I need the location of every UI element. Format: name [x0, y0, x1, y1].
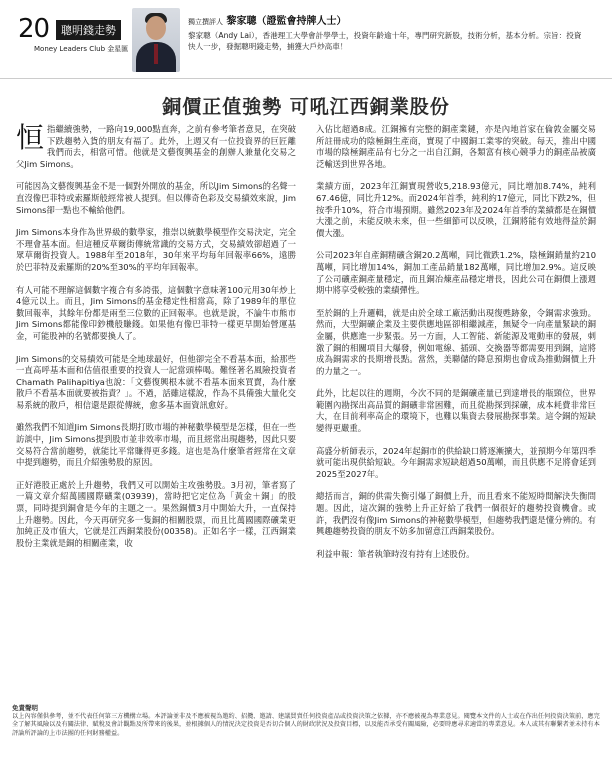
author-info: [188, 12, 588, 52]
paragraph-text: 雖然我們不知道Jim Simons長期打敗市場的神秘數學模型是怎樣，但在一些訪談中，Jim Simons提到股市並非效率市場，而且經常出現趨勢，因此只要交易符合當前趨勢，就能比平常賺得更多錢。這也是為什麼筆者經常在文章中提到趨勢，而且介紹強勢股的原因。: [16, 422, 296, 468]
author-portrait: [132, 8, 180, 72]
paragraph: [16, 422, 296, 468]
right-column: [316, 124, 596, 571]
column-number: 20: [18, 14, 50, 44]
paragraph: [316, 308, 596, 378]
paragraph-text: 入佔比超過8成。江銅擁有完整的銅產業鏈，亦是內地首家在倫敦金屬交易所註冊成功的陰極銅生產商，實現了中國銅工業零的突破。每天，推出中國市場的陰極銅產品有七分之一出自江銅，各類富有核心競爭力的銅產品被廣泛輸送到世界各地。: [316, 124, 596, 169]
column-header: [0, 0, 612, 80]
paragraph-text: 可能因為文藝復興基金不是一個對外開放的基金，所以Jim Simons的名聲一直沒像巴菲特或索羅斯般經常被人提到。但以傳奇色彩及交易績效來說，Jim Simons卻一點也不輸給他們。: [16, 181, 296, 215]
paragraph: [16, 480, 296, 550]
paragraph-text: 總括而言，銅的供需失衡引爆了銅價上升，而且看來不能短時間解決失衡問題。因此，這次銅的強勢上升正好給了我們一個很好的趨勢投資機會。或許，我們沒有像Jim Simons的神秘數學模型，但趨勢我們還是懂分辨的。有興趣趨勢投資的朋友不妨多加留意江西銅業股份。: [316, 491, 596, 537]
author-bio: 黎家聰（Andy Lai），香港理工大學會計學學士，投資年齡逾十年，專門研究新股，技術分析，基本分析。宗旨：投資快人一步，發掘聰明錢走勢，捕獲大戶炒高車！: [188, 31, 582, 51]
disclaimer: [12, 704, 602, 738]
paragraph: [316, 124, 596, 170]
paragraph-text: 有人可能不理解這個數字複合有多誇張，這個數字意味著100元用30年炒上4億元以上。而且，Jim Simons的基金穩定性相當高，除了1989年的單位數回報率，其餘年份都是兩至三位數的正回報率。也就是說，不論牛市熊市Jim Simons都能像印鈔機般賺錢。如果他有像巴菲特一樣更早開始營運基金，可能股神的名號都要換人了。: [16, 284, 296, 341]
paragraph-text: 公司2023年自產銅精礦含銅20.2萬噸，同比微跌1.2%，陰極銅銷量約210萬噸，同比增加14%，銅加工產品銷量182萬噸，同比增加2.9%。這反映了公司礦產銅產量穩定，而且銅冶煉產品穩定增長，因此公司在銅價上漲週期中將享受較強的業績彈性。: [316, 250, 596, 296]
paragraph: [16, 285, 296, 343]
author-title-prefix: 獨立撰評人: [188, 18, 223, 26]
paragraph-text: Jim Simons本身作為世界級的數學家，推崇以統數學模型作交易決定，完全不理會基本面。但這種反草爾街傳統常識的交易方式，交易績效卻超過了一眾草爾街投資人。1988年至2018年，30年來平均每年回報率66%，遠勝於巴菲特及索羅斯的20%至30%的平均年回報率。: [16, 227, 296, 272]
drop-cap: 恒: [16, 121, 45, 154]
paragraph: [16, 121, 296, 170]
paragraph: [316, 549, 596, 561]
paragraph: [316, 250, 596, 296]
paragraph: [16, 354, 296, 412]
paragraph-text: Jim Simons的交易績效可能是全地球最好，但他卻完全不看基本面，給那些一直高呼基本面和估值很重要的投資人一記當頭棒喝。難怪著名風險投資者Chamath Palihapitiya也說：「文藝復興根本就不看基本面來買賣，為什麼散戶不看基本面就要被指責？」。不過，話雖這樣說，作為不具備強大量化交易系統的散戶，相信還是跟從傳統，愈多基本面資訊愈好。: [16, 353, 296, 410]
paragraph-text: 利益申報：筆者執筆時沒有持有上述股份。: [316, 548, 475, 559]
article-body: [16, 121, 598, 704]
column-english-name: Money Leaders Club 金星匯: [34, 45, 129, 53]
paragraph: [316, 181, 596, 239]
paragraph: [16, 227, 296, 273]
author-name: 黎家聰（證監會持牌人士）: [226, 16, 347, 27]
paragraph: [316, 491, 596, 537]
disclaimer-title: 免責聲明: [12, 704, 38, 712]
column-name: 聰明錢走勢: [56, 20, 121, 40]
article-headline: 銅價正值強勢 可吼江西銅業股份: [162, 96, 450, 118]
author-title: [188, 12, 588, 27]
paragraph: [316, 388, 596, 434]
header-divider: [0, 78, 612, 79]
paragraph: [316, 446, 596, 481]
left-column: [16, 121, 296, 560]
paragraph-text: 至於銅的上升邏輯，就是由於全球工廠活動出現復甦跡象，令銅需求強勁。然而，大型銅礦企業及主要供應地區卻相繼減產，無疑令一向產量緊缺的銅金屬，供應進一步緊張。另一方面，人工智能、新能源及電動車的發展，刺激了銅的相關項目大爆發，例如電線、插頭、交換器等都需要用到銅，這將成為銅需求的長期增長點。當然，美聯儲的降息預期也會成為推動銅價上升的力量之一。: [316, 307, 596, 376]
paragraph-text: 正好港股正處於上升趨勢，我們又可以開始主攻強勢股。3月初，筆者寫了一篇文章介紹萬國國際礦業(03939)，當時把它定位為「黃金＋銅」的股票，同時提到銅會是今年的主題之一。果然銅價3月中開始大升，一直保持上升趨勢。因此，今天再研究多一隻銅的相關股票，而且比萬國國際礦業更加純正及市值大，它就是江西銅業股份(00358)。正如名字一樣，江西銅業股份主業就是銅的相關產業，收: [16, 479, 296, 548]
paragraph-text: 高盛分析師表示，2024年起銅市的供給缺口將逐漸擴大，並預期今年第四季就可能出現供給短缺。今年銅需求短缺超過50萬噸，而且供應不足將會延到2025至2027年。: [316, 445, 596, 479]
disclaimer-text: 以上內容僅供參考，並不代表任何第三方機構立場。本評論並非及不應被視為邀約、招攬、邀請、建議買賣任何投資產品或投資決策之依據，亦不應被視為專業意見。閱覽本文件的人士或在作出任何投資決策前，應完全了解其風險以及有關法律、賦稅及會計觀點及所帶來的後果，並根據個人的情況決定投資是否切合個人的財政狀況及投資目標，以及能否承受有關風險，必要時應尋求適當的專業意見。本人或其有聯繫者並未持有本評論所評論的上市法團的任何財務權益。: [12, 712, 600, 737]
paragraph-text: 此外，比起以往的週期，今次不同的是銅礦產量已到達增長的瓶頸位，世界範圍內勘探出高品質的銅礦非常困難，而且從勘探到採礦，成本耗費非常巨大，在目前利率高企的環境下，也難以集資去發展勘探事業。這令銅的短缺變得更嚴重。: [316, 388, 596, 434]
paragraph-text: 指繼續強勢，一路向19,000點直奔，之前有參考筆者意見，在突破下跌趨勢入貨的朋友有福了。此外，上週又有一位投資界的巨匠離我們而去，相當可惜。他就是文藝復興基金的創辦人兼量化交易之父Jim Simons。: [16, 124, 296, 169]
paragraph-text: 業績方面，2023年江銅實現營收5,218.93億元，同比增加8.74%，純利67.46億，同比升12%。而2024年首季，純利約17億元，同比下跌2%，但按季升10%，符合市場預期。雖然2023年及2024年首季的業績都是在銅價大漲之前，未能反映未來，但一些細節可以反映，江銅將能有效地得益於銅價大漲。: [316, 181, 596, 238]
paragraph: [16, 181, 296, 216]
